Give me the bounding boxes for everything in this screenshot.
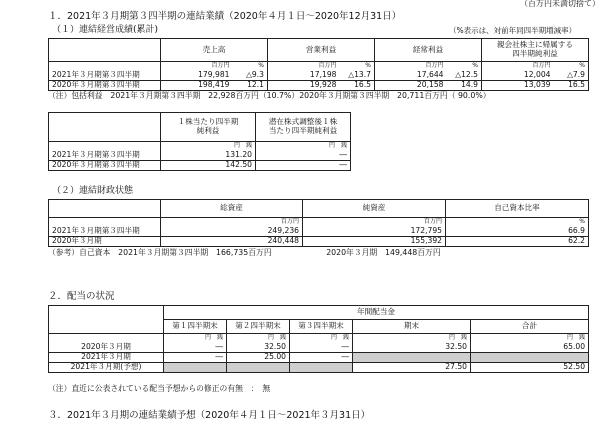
value-cell: 179,981 xyxy=(161,70,233,80)
unit-cell: 百万円 xyxy=(161,218,303,227)
unit-cell: % xyxy=(446,218,589,227)
table-row xyxy=(49,342,589,352)
row-label: 2021年３月期(予想) xyxy=(49,362,164,372)
header-sales: 売上高 xyxy=(161,39,268,62)
header-net-income: 親会社株主に帰属する四半期純利益 xyxy=(482,39,589,62)
table-row xyxy=(49,362,589,372)
table-row xyxy=(49,236,589,246)
header-ordinary-income: 経常利益 xyxy=(375,39,482,62)
value-cell: ― xyxy=(164,342,227,352)
unit-cell: % xyxy=(233,62,268,71)
value-cell: 66.9 xyxy=(446,226,589,236)
header-q2: 第２四半期末 xyxy=(227,320,290,334)
header-equity-ratio: 自己資本比率 xyxy=(446,200,589,218)
header-annual-dividend: 年間配当金 xyxy=(164,306,589,320)
dividend-revision-note: （注）直近に公表されている配当予想からの修正の有無 ： 無 xyxy=(48,384,271,393)
table-row xyxy=(49,70,589,80)
unit-cell: 円 銭 xyxy=(161,142,256,151)
corner-cell xyxy=(49,306,164,334)
row-label: 2021年３月期第３四半期 xyxy=(49,150,161,160)
value-cell: 52.50 xyxy=(471,362,589,372)
header-net-assets: 純資産 xyxy=(303,200,446,218)
comprehensive-income-note: （注）包括利益 2021年３月期第３四半期 22,928百万円（10.7%）2020年３月期第３四半期 20,711百万円（ 90.0%） xyxy=(48,91,491,100)
value-cell: ― xyxy=(290,342,353,352)
value-cell: 142.50 xyxy=(161,160,256,170)
row-label: 2020年３月期 xyxy=(49,342,164,352)
value-cell: 17,644 xyxy=(375,70,447,80)
unit-cell: 円 銭 xyxy=(353,334,471,343)
table-row xyxy=(49,150,351,160)
unit-note: （百万円未満切捨て） xyxy=(520,0,600,8)
subsection-1-1-title: （１）連結経営成績(累計) xyxy=(52,25,159,35)
unit-cell: 円 銭 xyxy=(256,142,351,151)
eps-table xyxy=(48,112,351,171)
value-cell: 17,198 xyxy=(268,70,340,80)
unit-cell: % xyxy=(447,62,482,71)
equity-note: （参考）自己資本 2021年３月期第３四半期 166,735百万円 2020年３月期 149,448百万円 xyxy=(48,248,441,257)
shaded-cell xyxy=(471,352,589,362)
unit-cell: 百万円 xyxy=(482,62,554,71)
shaded-cell xyxy=(290,362,353,372)
row-label: 2021年３月期第３四半期 xyxy=(49,226,161,236)
value-cell: 19,928 xyxy=(268,80,340,90)
value-cell: 13,039 xyxy=(482,80,554,90)
header-year-end: 期末 xyxy=(353,320,471,334)
unit-cell: 円 銭 xyxy=(290,334,353,343)
header-total: 合計 xyxy=(471,320,589,334)
value-cell: 14.9 xyxy=(447,80,482,90)
shaded-cell xyxy=(227,362,290,372)
header-diluted-eps: 潜在株式調整後１株当たり四半期純利益 xyxy=(256,113,351,142)
dividend-table xyxy=(48,305,589,373)
value-cell: 16.5 xyxy=(340,80,375,90)
unit-cell: 百万円 xyxy=(161,62,233,71)
row-label: 2020年３月期 xyxy=(49,236,161,246)
unit-cell: 百万円 xyxy=(303,218,446,227)
header-operating-income: 営業利益 xyxy=(268,39,375,62)
value-cell: 62.2 xyxy=(446,236,589,246)
value-cell: 198,419 xyxy=(161,80,233,90)
header-q3: 第３四半期末 xyxy=(290,320,353,334)
value-cell: 249,236 xyxy=(161,226,303,236)
value-cell: 25.00 xyxy=(227,352,290,362)
value-cell: △9.3 xyxy=(233,70,268,80)
corner-cell xyxy=(49,39,161,62)
value-cell: △13.7 xyxy=(340,70,375,80)
value-cell: 16.5 xyxy=(554,80,589,90)
table-row xyxy=(49,226,589,236)
value-cell: ― xyxy=(164,352,227,362)
corner-cell xyxy=(49,113,161,142)
section-2-title: ２．配当の状況 xyxy=(48,291,115,302)
value-cell: ― xyxy=(290,352,353,362)
value-cell: ― xyxy=(256,150,351,160)
unit-cell: 円 銭 xyxy=(471,334,589,343)
subsection-1-2-title: （２）連結財政状態 xyxy=(52,186,134,196)
table-row xyxy=(49,160,351,170)
header-eps: １株当たり四半期純利益 xyxy=(161,113,256,142)
row-label: 2020年３月期第３四半期 xyxy=(49,80,161,90)
table-row xyxy=(49,80,589,90)
financial-position-table xyxy=(48,199,589,247)
corner-cell xyxy=(49,200,161,218)
consolidated-results-table xyxy=(48,38,589,91)
unit-cell: 円 銭 xyxy=(164,334,227,343)
value-cell: 131.20 xyxy=(161,150,256,160)
value-cell: ― xyxy=(256,160,351,170)
value-cell: 27.50 xyxy=(353,362,471,372)
shaded-cell xyxy=(353,352,471,362)
unit-cell: 百万円 xyxy=(268,62,340,71)
unit-cell: 百万円 xyxy=(375,62,447,71)
section-3-title: ３．2021年３月期の連結業績予想（2020年４月１日～2021年３月31日） xyxy=(48,410,371,421)
header-total-assets: 総資産 xyxy=(161,200,303,218)
value-cell: 32.50 xyxy=(227,342,290,352)
unit-cell: % xyxy=(554,62,589,71)
value-cell: 65.00 xyxy=(471,342,589,352)
value-cell: 32.50 xyxy=(353,342,471,352)
header-q1: 第１四半期末 xyxy=(164,320,227,334)
row-label: 2021年３月期第３四半期 xyxy=(49,70,161,80)
percent-note: （%表示は、対前年同四半期増減率） xyxy=(449,26,577,35)
value-cell: △12.5 xyxy=(447,70,482,80)
value-cell: 155,392 xyxy=(303,236,446,246)
shaded-cell xyxy=(164,362,227,372)
value-cell: 240,448 xyxy=(161,236,303,246)
table-row xyxy=(49,352,589,362)
unit-cell: % xyxy=(340,62,375,71)
row-label: 2021年３月期 xyxy=(49,352,164,362)
value-cell: 172,795 xyxy=(303,226,446,236)
value-cell: △7.9 xyxy=(554,70,589,80)
unit-cell: 円 銭 xyxy=(227,334,290,343)
row-label: 2020年３月期第３四半期 xyxy=(49,160,161,170)
value-cell: 12,004 xyxy=(482,70,554,80)
section-1-title: １．2021年３月期第３四半期の連結業績（2020年４月１日～2020年12月31日） xyxy=(48,11,402,22)
value-cell: 12.1 xyxy=(233,80,268,90)
value-cell: 20,158 xyxy=(375,80,447,90)
